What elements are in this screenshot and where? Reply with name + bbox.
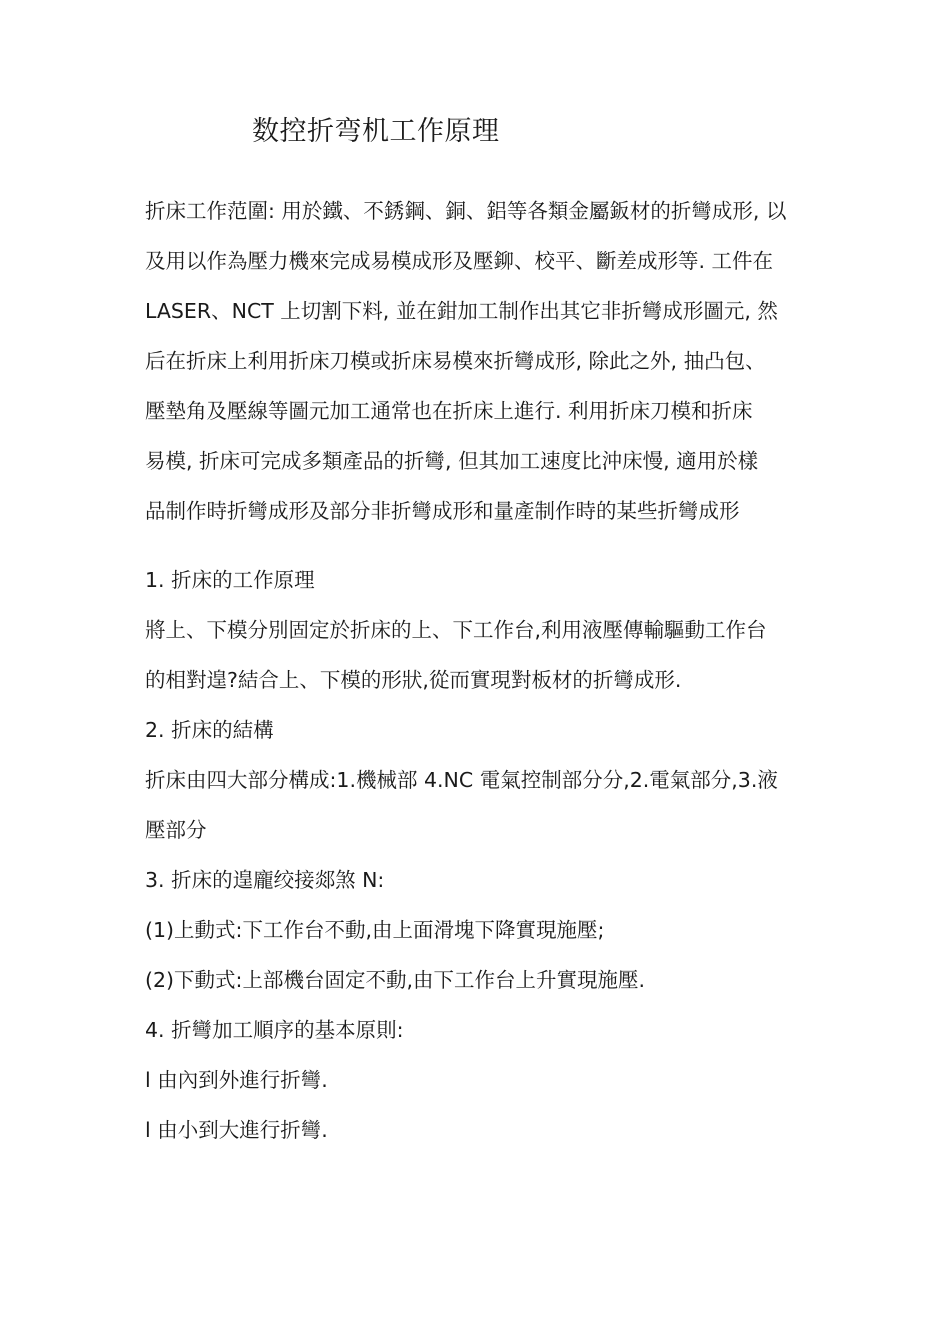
section-2-heading: 2. 折床的結構: [145, 718, 274, 742]
section-1-line: 將上、下模分別固定於折床的上、下工作台,利用液壓傳輸驅動工作台: [145, 618, 767, 642]
section-3-line: (2)下動式:上部機台固定不動,由下工作台上升實現施壓.: [145, 968, 645, 992]
intro-line: 折床工作范圍: 用於鐵、不銹鋼、銅、鋁等各類金屬鈑材的折彎成形, 以: [145, 199, 787, 223]
section-2-line: 壓部分: [145, 818, 207, 842]
intro-line: 后在折床上利用折床刀模或折床易模來折彎成形, 除此之外, 抽凸包、: [145, 349, 766, 373]
section-4-bullet: l 由內到外進行折彎.: [145, 1068, 328, 1092]
intro-line: LASER、NCT 上切割下料, 並在鉗加工制作出其它非折彎成形圖元, 然: [145, 299, 778, 323]
sections-body: [145, 555, 817, 1155]
section-3-line: (1)上動式:下工作台不動,由上面滑塊下降實現施壓;: [145, 918, 605, 942]
section-1-line: 的相對遑?結合上、下模的形狀,從而實現對板材的折彎成形.: [145, 668, 682, 692]
section-3-heading: 3. 折床的遑龐绞接郯煞 N:: [145, 868, 385, 892]
intro-line: 品制作時折彎成形及部分非折彎成形和量產制作時的某些折彎成形: [145, 499, 740, 523]
section-1-heading: 1. 折床的工作原理: [145, 568, 315, 592]
section-4-heading: 4. 折彎加工順序的基本原則:: [145, 1018, 404, 1042]
page-title: 数控折弯机工作原理: [252, 116, 500, 147]
intro-line: 壓墊角及壓線等圖元加工通常也在折床上進行. 利用折床刀模和折床: [145, 399, 753, 423]
intro-paragraph: [145, 186, 817, 536]
section-4-bullet: l 由小到大進行折彎.: [145, 1118, 328, 1142]
intro-line: 易模, 折床可完成多類產品的折彎, 但其加工速度比沖床慢, 適用於樣: [145, 449, 759, 473]
section-2-line: 折床由四大部分構成:1.機械部 4.NC 電氣控制部分分,2.電氣部分,3.液: [145, 768, 778, 792]
intro-line: 及用以作為壓力機來完成易模成形及壓鉚、校平、斷差成形等. 工件在: [145, 249, 774, 273]
